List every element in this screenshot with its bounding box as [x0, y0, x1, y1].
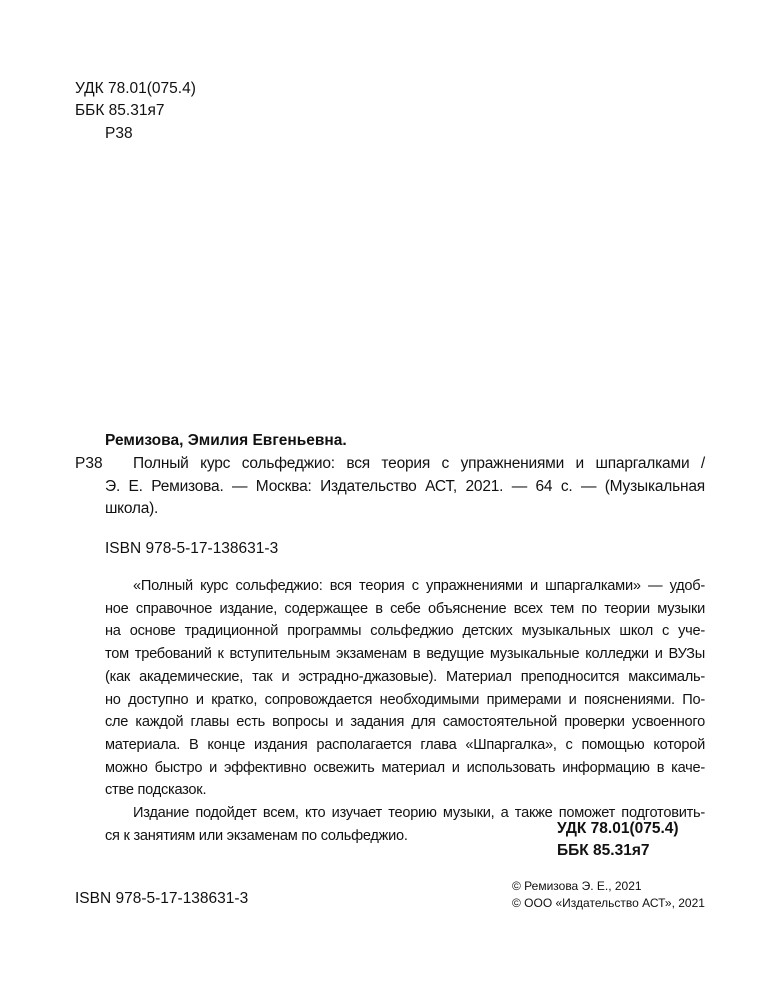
catalog-line: школа). [105, 500, 159, 517]
author-mark-top: Р38 [105, 125, 133, 142]
catalog-line: Полный курс сольфеджио: вся теория с упражнениями и шпаргалками / [133, 455, 705, 472]
annotation-line: том требований к вступительным экзаменам в ведущие музыкальные колледжи и ВУЗы [105, 646, 705, 663]
catalog-author-mark: Р38 [75, 455, 103, 472]
catalog-line: Э. Е. Ремизова. — Москва: Издательство АСТ, 2021. — 64 с. — (Музыкальная [105, 478, 705, 495]
annotation-line: стве подсказок. [105, 782, 207, 799]
bbk-code-top: ББК 85.31я7 [75, 102, 165, 119]
footer-isbn: ISBN 978-5-17-138631-3 [75, 890, 249, 907]
annotation-line: материала. В конце издания располагается глава «Шпаргалка», с помощью которой [105, 736, 705, 753]
annotation-line: ное справочное издание, содержащее в себе объяснение всех тем по теории музыки [105, 600, 705, 617]
copyright-publisher: © ООО «Издательство АСТ», 2021 [512, 896, 705, 910]
annotation-line: можно быстро и эффективно освежить материал и использовать информацию в каче- [105, 759, 705, 776]
annotation-line: на основе традиционной программы сольфеджио детских музыкальных школ с уче- [105, 623, 705, 640]
annotation-line: «Полный курс сольфеджио: вся теория с упражнениями и шпаргалками» — удоб- [133, 578, 705, 594]
annotation-line: Издание подойдет всем, кто изучает теорию музыки, а также поможет подготовить- [133, 805, 705, 821]
annotation-line: сле каждой главы есть вопросы и задания для самостоятельной проверки усвоенного [105, 714, 705, 731]
annotation-line: ся к занятиям или экзаменам по сольфеджио. [105, 827, 408, 844]
annotation-line: но доступно и кратко, сопровождается необходимыми примерами и пояснениями. По- [105, 691, 705, 708]
udk-code-bottom: УДК 78.01(075.4) [557, 820, 679, 837]
bbk-code-bottom: ББК 85.31я7 [557, 842, 650, 859]
udk-code-top: УДК 78.01(075.4) [75, 80, 196, 97]
copyright-author: © Ремизова Э. Е., 2021 [512, 879, 642, 893]
catalog-author: Ремизова, Эмилия Евгеньевна. [105, 432, 347, 449]
catalog-isbn: ISBN 978-5-17-138631-3 [105, 540, 279, 557]
annotation-line: (как академические, так и эстрадно-джазовые). Материал преподносится максималь- [105, 668, 705, 685]
